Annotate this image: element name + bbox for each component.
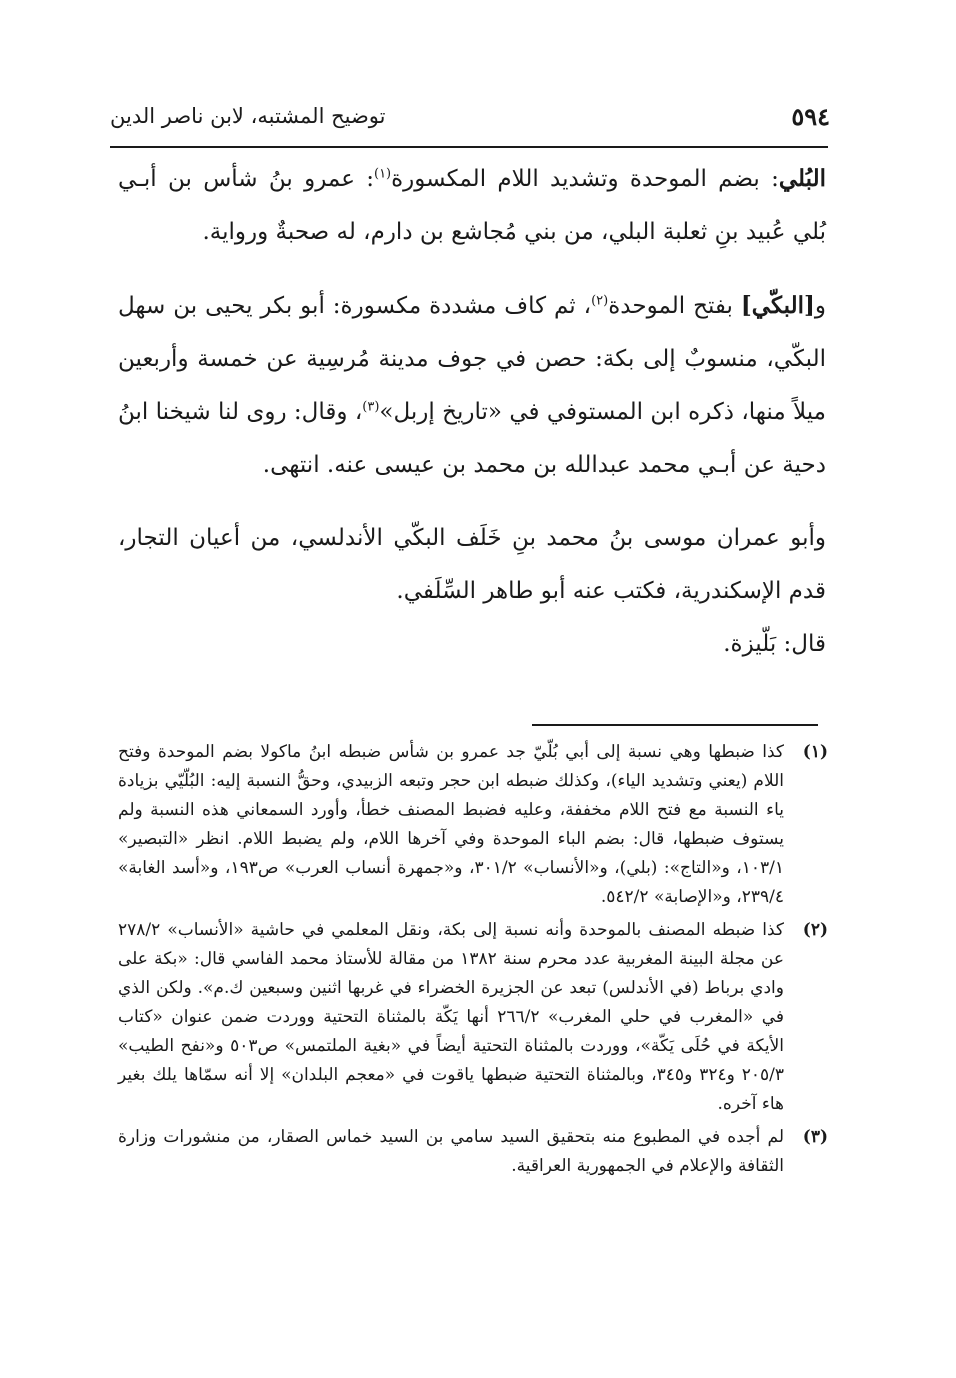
entry-heading: [البكّي]	[740, 292, 815, 319]
entry-paragraph-3: وأبو عمران موسى بنُ محمد بنِ خَلَف البكّي الأندلسي، من أعيان التجار، قدم الإسكندرية، فكتب عنه أبو طاهر السِّلَفي.	[118, 525, 826, 604]
page-header	[110, 100, 830, 140]
page-number: ٥٩٤	[791, 102, 830, 131]
entry-text: : بضم الموحدة وتشديد اللام المكسورة	[391, 166, 779, 192]
entry-lead: و	[814, 293, 826, 319]
entry-paragraph-1	[118, 152, 826, 259]
footnote-rule	[532, 724, 818, 726]
footnote-ref: (١)	[373, 166, 392, 182]
entry-paragraph-2	[118, 279, 826, 492]
footnote-3	[118, 1123, 828, 1181]
main-text	[118, 152, 826, 671]
entry-text: ، ثم كاف مشددة مكسورة: أبو بكر يحيى بن سهل البكّي، منسوبٌ إلى بكة: حصن في جوف مدينة مُرسِية عن خمسة وأربعين ميلاً منها، ذكره ابن المستوفي في «تاريخ إربل»	[118, 293, 827, 425]
footnote-ref: (٢)	[591, 293, 609, 309]
footnote-text: كذا ضبطها وهي نسبة إلى أبي بُلّيّ جد عمرو بن شأس ضبطه ابنُ ماكولا بضم الموحدة وفتح اللام (يعني وتشديد الياء)، وكذلك ضبطه ابن حجر وتبعه الزبيدي، وحقُّ النسبة إليه: البُلّيّي بزيادة ياء النسبة مع فتح اللام مخففة، وعليه فضبط المصنف خطأ، وأورد السمعاني هذه النسبة ولم يستوف ضبطها، قال: بضم الباء الموحدة وفي آخرها اللام، ولم يضبط اللام. انظر «التبصير» ١٠٣/١، و«التاج»: (بلي)، و«الأنساب» ٣٠١/٢، و«جمهرة أنساب العرب» ص١٩٣، و«أسد الغابة» ٢٣٩/٤، و«الإصابة» ٥٤٢/٢.	[118, 742, 785, 907]
footnote-number: (١)	[802, 742, 828, 762]
footnote-2	[118, 916, 828, 1119]
footnote-text: كذا ضبطه المصنف بالموحدة وأنه نسبة إلى بكة، ونقل المعلمي في حاشية «الأنساب» ٢٧٨/٢ عن مجلة البينة المغربية عدد محرم سنة ١٣٨٢ من مقالة للأستاذ محمد الفاسي قال: «بكة على وادي برباط (في الأندلس) تبعد عن الجزيرة الخضراء في غربها اثنين وسبعين ك.م». ولكن الذي في «المغرب في حلي المغرب» ٢٦٦/٢ أنها يَكّة بالمثناة التحتية ووردت ضمن عنوان «كتاب الأيكة في حُلَى يَكّة»، ووردت بالمثناة التحتية أيضاً في «بغية الملتمس» ص٥٠٣ و«نفح الطيب» ٢٠٥/٣ و٣٢٤ و٣٤٥، وبالمثناة التحتية ضبطها ياقوت في «معجم البلدان» إلا أنه سمّاها يلك بغير هاء آخره.	[118, 920, 784, 1114]
entry-text: ، وقال: روى لنا شيخنا ابنُ دحية عن أبـي محمد عبدالله بن محمد بن عيسى عنه. انتهى.	[118, 399, 826, 478]
footnotes	[118, 738, 828, 1185]
footnote-1	[118, 738, 828, 912]
footnote-number: (٢)	[802, 920, 828, 940]
entry-heading: البُلي	[778, 165, 826, 192]
entry-text: بفتح الموحدة	[608, 293, 741, 319]
footnote-text: لم أجده في المطبوع منه بتحقيق السيد سامي بن السيد خماس الصقار، من منشورات وزارة الثقافة والإعلام في الجمهورية العراقية.	[118, 1127, 784, 1176]
footnote-number: (٣)	[802, 1127, 828, 1147]
entry-text: : عمرو بنُ شأس بن أبـي بُلي عُبيد بنِ ثعلبة البلي، من بني مُجاشع بن دارم، له صحبةٌ ورواية.	[118, 166, 826, 245]
header-rule	[110, 146, 828, 148]
footnote-ref: (٣)	[362, 399, 380, 415]
entry-paragraph-4: قال: بَلّيزة.	[723, 631, 826, 657]
running-title: توضيح المشتبه، لابن ناصر الدين	[110, 104, 386, 128]
